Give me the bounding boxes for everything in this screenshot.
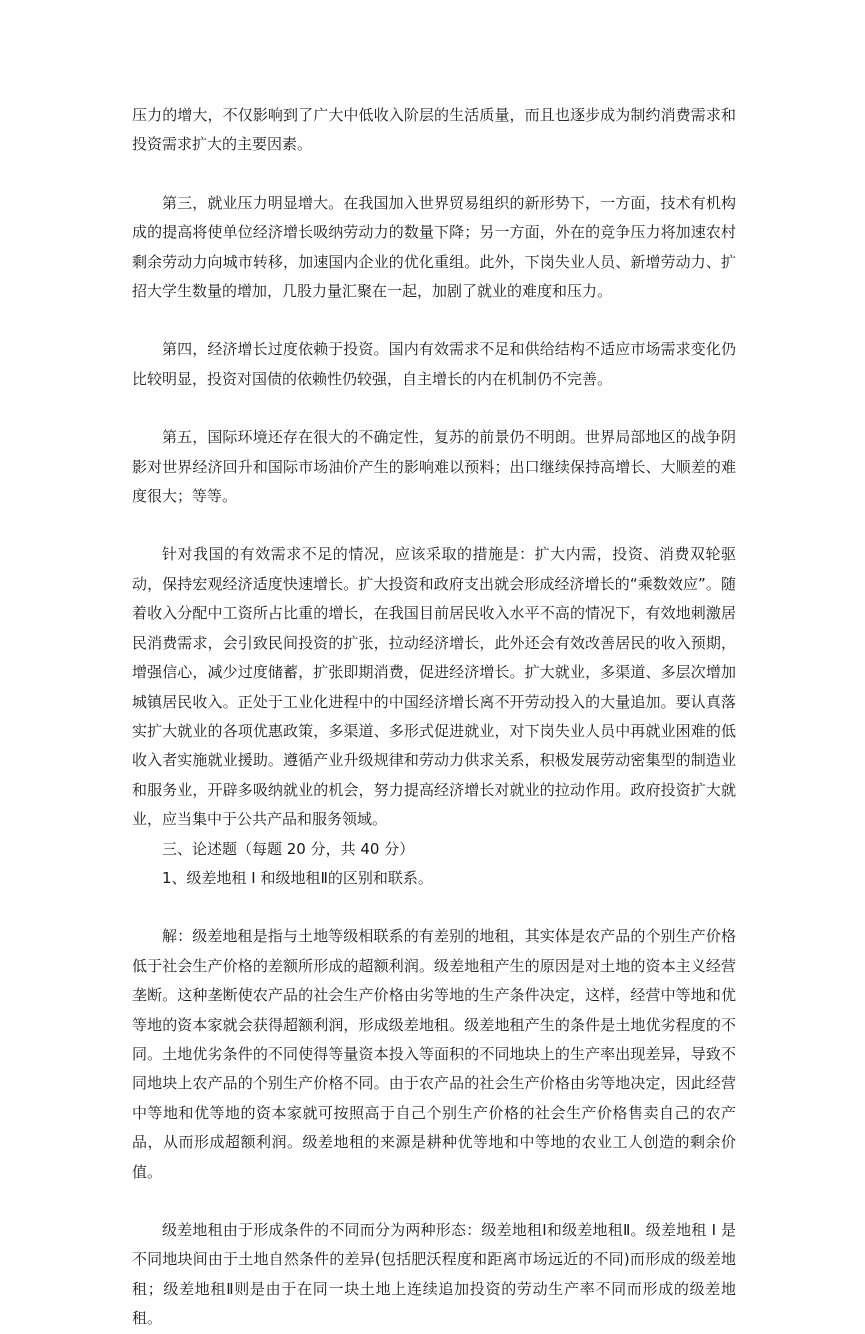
document-page	[132, 101, 736, 1334]
paragraph-continuation: 压力的增大，不仅影响到了广大中低收入阶层的生活质量，而且也逐步成为制约消费需求和投资需求扩大的主要因素。	[132, 106, 736, 154]
paragraph-measures: 针对我国的有效需求不足的情况，应该采取的措施是：扩大内需，投资、消费双轮驱动，保持宏观经济适度快速增长。扩大投资和政府支出就会形成经济增长的“乘数效应”。随着收入分配中工资所占比重的增长，在我国目前居民收入水平不高的情况下，有效地刺激居民消费需求，会引致民间投资的扩张，拉动经济增长，此外还会有效改善居民的收入预期，增强信心，减少过度储蓄，扩张即期消费，促进经济增长。扩大就业，多渠道、多层次增加城镇居民收入。正处于工业化进程中的中国经济增长离不开劳动投入的大量追加。要认真落实扩大就业的各项优惠政策，多渠道、多形式促进就业，对下岗失业人员中再就业困难的低收入者实施就业援助。遵循产业升级规律和劳动力供求关系，积极发展劳动密集型的制造业和服务业，开辟多吸纳就业的机会，努力提高经济增长对就业的拉动作用。政府投资扩大就业，应当集中于公共产品和服务领域。	[132, 545, 736, 829]
paragraph-answer: 解：级差地租是指与土地等级相联系的有差别的地租，其实体是农产品的个别生产价格低于社会生产价格的差额所形成的超额利润。级差地租产生的原因是对土地的资本主义经营垄断。这种垄断使农产品的社会生产价格由劣等地的生产条件决定，这样，经营中等地和优等地的资本家就会获得超额利润，形成级差地租。级差地租产生的条件是土地优劣程度的不同。土地优劣条件的不同使得等量资本投入等面积的不同地块上的生产率出现差异，导致不同地块上农产品的个别生产价格不同。由于农产品的社会生产价格由劣等地决定，因此经营中等地和优等地的资本家就可按照高于自己个别生产价格的社会生产价格售卖自己的农产品，从而形成超额利润。级差地租的来源是耕种优等地和中等地的农业工人创造的剩余价值。	[132, 927, 736, 1181]
paragraph-fifth-point: 第五，国际环境还存在很大的不确定性，复苏的前景仍不明朗。世界局部地区的战争阴影对世界经济回升和国际市场油价产生的影响难以预料；出口继续保持高增长、大顺差的难度很大；等等。	[132, 428, 736, 506]
paragraph-two-forms: 级差地租由于形成条件的不同而分为两种形态：级差地租Ⅰ和级差地租Ⅱ。级差地租 I 是不同地块间由于土地自然条件的差异(包括肥沃程度和距离市场远近的不同)而形成的级差地租；级差地租Ⅱ则是由于在同一块土地上连续追加投资的劳动生产率不同而形成的级差地租。	[132, 1221, 736, 1328]
question-title: 1、级差地租 I 和级地租Ⅱ的区别和联系。	[162, 868, 433, 887]
paragraph-fourth-point: 第四，经济增长过度依赖于投资。国内有效需求不足和供给结构不适应市场需求变化仍比较明显，投资对国债的依赖性仍较强，自主增长的内在机制仍不完善。	[132, 340, 736, 388]
section-heading: 三、论述题（每题 20 分，共 40 分）	[162, 839, 415, 858]
paragraph-third-point: 第三，就业压力明显增大。在我国加入世界贸易组织的新形势下，一方面，技术有机构成的提高将使单位经济增长吸纳劳动力的数量下降；另一方面，外在的竞争压力将加速农村剩余劳动力向城市转移，加速国内企业的优化重组。此外，下岗失业人员、新增劳动力、扩招大学生数量的增加，几股力量汇聚在一起，加剧了就业的难度和压力。	[132, 193, 736, 301]
